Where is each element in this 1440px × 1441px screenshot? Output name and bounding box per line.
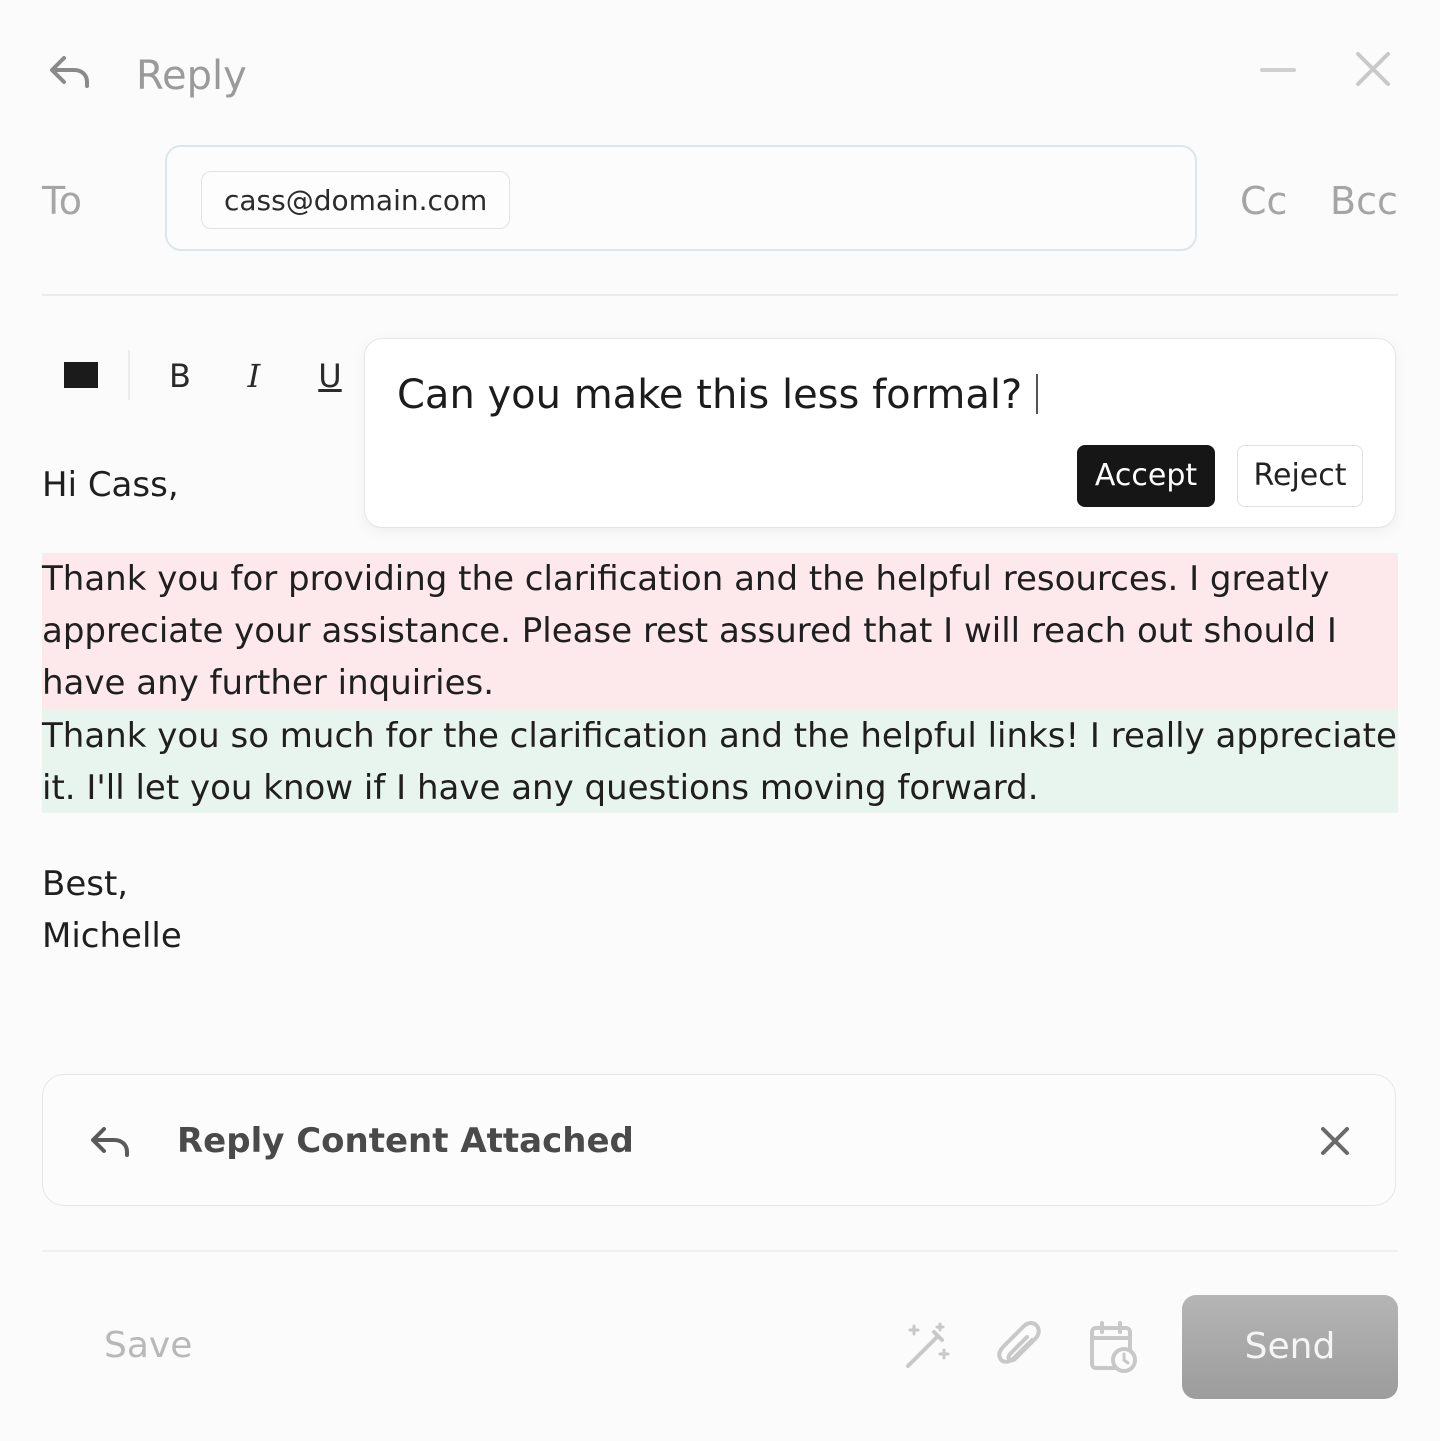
reply-arrow-icon (87, 1121, 131, 1161)
added-text-block[interactable] (42, 710, 1398, 813)
to-field[interactable] (165, 145, 1197, 251)
header-divider (42, 294, 1398, 296)
removed-text-block[interactable] (42, 553, 1398, 710)
signoff[interactable] (42, 858, 182, 962)
recipient-chip[interactable]: cass@domain.com (201, 171, 510, 229)
window-title: Reply (136, 53, 247, 99)
minimize-icon (1260, 68, 1296, 72)
reply-content-attachment (42, 1074, 1396, 1206)
underline-button[interactable]: U (318, 357, 342, 395)
send-button[interactable]: Send (1182, 1295, 1398, 1399)
cc-button[interactable]: Cc (1240, 179, 1288, 223)
save-button[interactable]: Save (104, 1325, 193, 1366)
reply-arrow-icon[interactable] (46, 52, 92, 92)
signoff-closing: Best, (42, 864, 129, 904)
greeting-text[interactable]: Hi Cass, (42, 465, 179, 505)
bcc-button[interactable]: Bcc (1330, 179, 1398, 223)
text-caret (1036, 374, 1038, 414)
ai-prompt-card (364, 338, 1396, 528)
added-paragraph: Thank you so much for the clarification and the helpful links! I really appreciate it. I'll let you know if I have any questions moving forward. (42, 716, 1397, 808)
ai-prompt-text: Can you make this less formal? (397, 372, 1023, 418)
footer-divider (42, 1250, 1398, 1252)
minimize-button[interactable] (1256, 52, 1300, 88)
signoff-name: Michelle (42, 916, 182, 956)
close-icon[interactable] (1352, 48, 1394, 90)
paperclip-icon[interactable] (994, 1320, 1046, 1374)
attachment-label: Reply Content Attached (177, 1121, 634, 1161)
removed-paragraph: Thank you for providing the clarification and the helpful resources. I greatly appreciate your assistance. Please rest assured that I will reach out should I have any further inquiries. (42, 559, 1337, 703)
schedule-calendar-icon[interactable] (1088, 1320, 1140, 1374)
accept-button[interactable]: Accept (1077, 445, 1215, 507)
reject-button[interactable]: Reject (1237, 445, 1363, 507)
italic-button[interactable]: I (247, 357, 261, 395)
bold-button[interactable]: B (169, 357, 191, 395)
magic-wand-icon[interactable] (900, 1320, 952, 1374)
ai-prompt-input[interactable] (397, 369, 1038, 421)
to-label: To (42, 179, 83, 223)
toolbar-separator (128, 350, 130, 400)
text-color-swatch[interactable] (64, 362, 98, 388)
remove-attachment-icon[interactable] (1317, 1123, 1353, 1159)
